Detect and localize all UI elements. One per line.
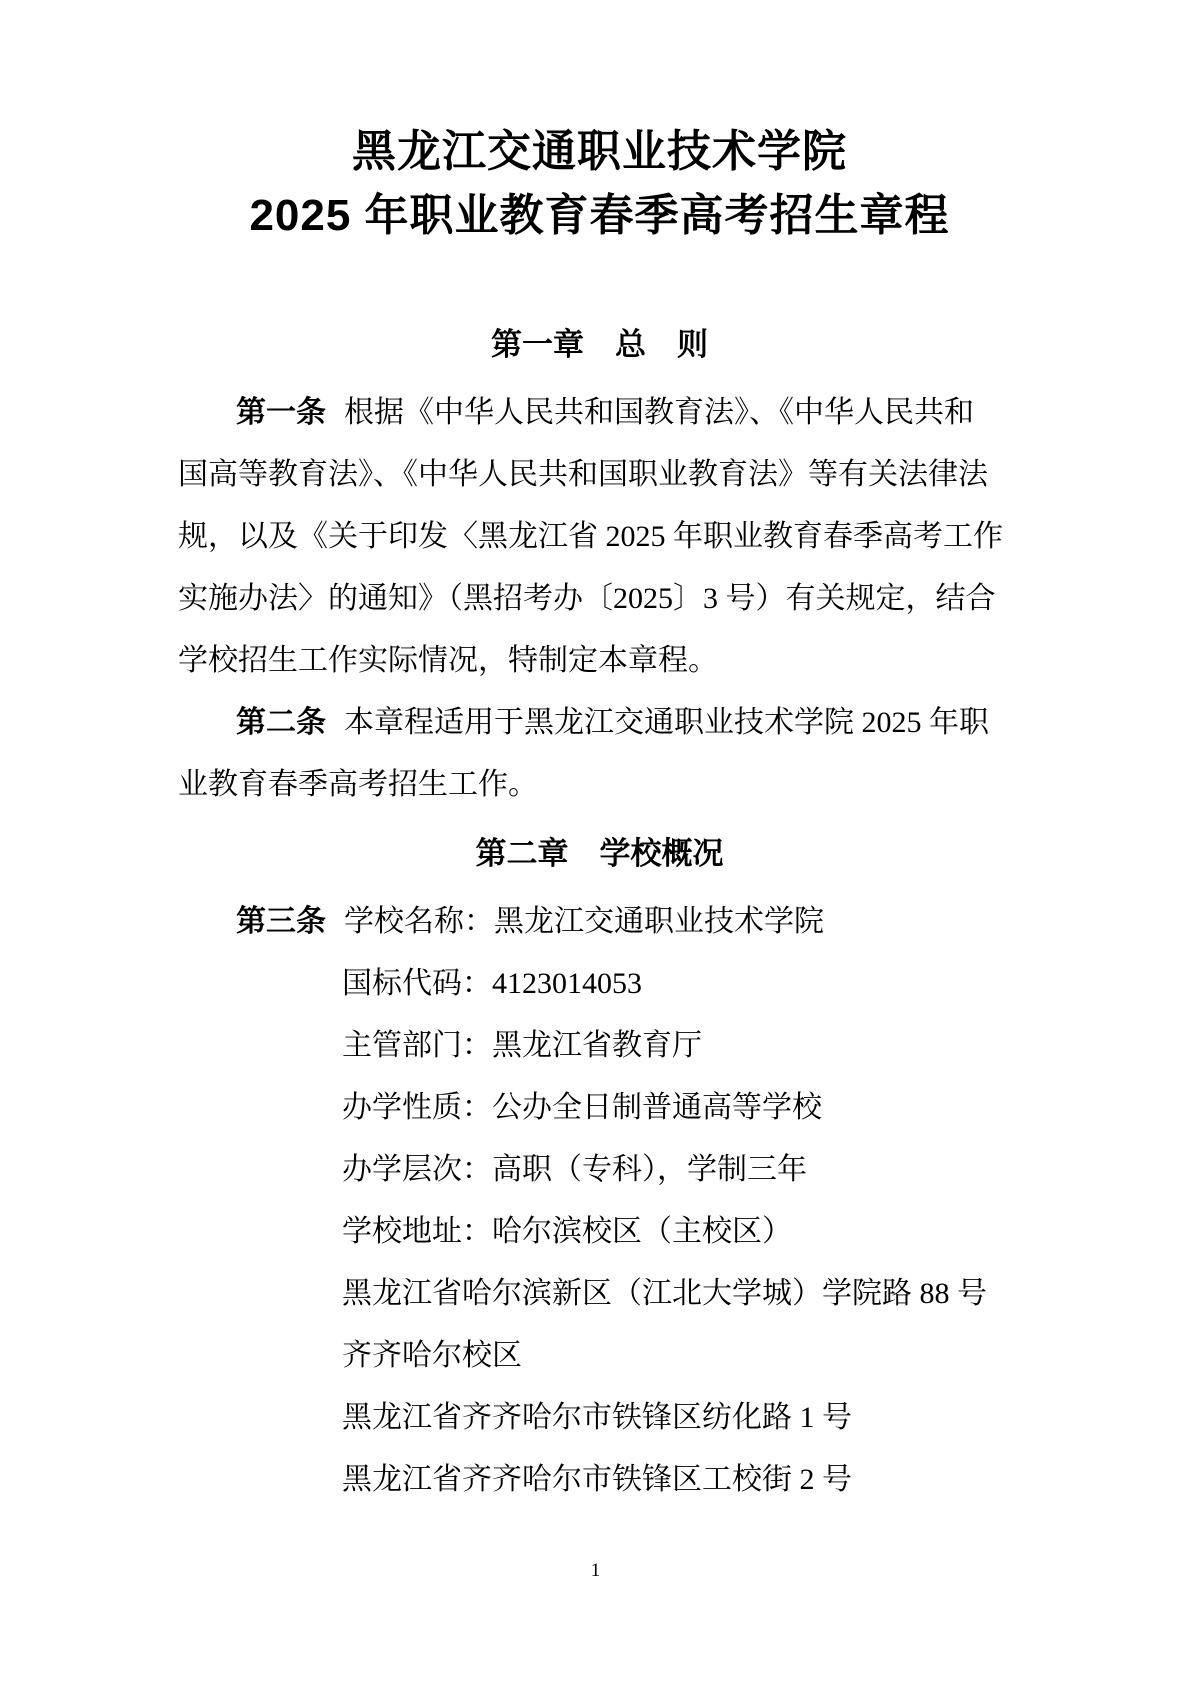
chapter-1-heading: 第一章 总 则 (491, 327, 708, 362)
document-title (178, 120, 1021, 248)
article-1-line-1-text: 根据《中华人民共和国教育法》、《中华人民共和 (344, 396, 974, 429)
article-3-item-school-type: 办学性质：公办全日制普通高等学校 (342, 1091, 822, 1124)
article-3-item-qiqihar-campus: 齐齐哈尔校区 (342, 1339, 522, 1372)
article-3-item-qiqihar-address-1: 黑龙江省齐齐哈尔市铁锋区纺化路 1 号 (342, 1401, 852, 1434)
article-3-item-school-address: 学校地址：哈尔滨校区（主校区） (342, 1215, 792, 1248)
article-3-item-education-level: 办学层次：高职（专科），学制三年 (342, 1153, 807, 1186)
page-number: 1 (590, 1560, 601, 1581)
article-3-line-1 (178, 891, 1021, 953)
article-3-item-harbin-address: 黑龙江省哈尔滨新区（江北大学城）学院路 88 号 (342, 1277, 987, 1310)
article-1-paragraph (178, 382, 1021, 692)
article-3-item-qiqihar-address-2: 黑龙江省齐齐哈尔市铁锋区工校街 2 号 (342, 1463, 852, 1496)
article-1-line-3: 规，以及《关于印发〈黑龙江省 2025 年职业教育春季高考工作 (178, 520, 1003, 553)
chapter-2-heading: 第二章 学校概况 (475, 836, 724, 871)
article-2-paragraph (178, 692, 1021, 816)
article-1-line-2: 国高等教育法》、《中华人民共和国职业教育法》等有关法律法 (178, 458, 988, 491)
document-title-line-2: 2025 年职业教育春季高考招生章程 (249, 191, 950, 240)
article-2-line-1-text: 本章程适用于黑龙江交通职业技术学院 2025 年职 (344, 706, 989, 739)
document-title-line-1: 黑龙江交通职业技术学院 (352, 127, 847, 176)
article-3-item-national-code: 国标代码：4123014053 (342, 967, 642, 1000)
article-1-line-5: 学校招生工作实际情况，特制定本章程。 (178, 644, 718, 677)
article-1-line-4: 实施办法〉的通知》（黑招考办〔2025〕3 号）有关规定，结合 (178, 582, 996, 615)
article-2-line-1 (178, 692, 1021, 754)
article-1-line-1 (178, 382, 1021, 444)
article-3-paragraph (178, 891, 1021, 1511)
article-3-school-name: 学校名称：黑龙江交通职业技术学院 (344, 905, 824, 938)
article-3-lead: 第三条 (236, 905, 326, 938)
article-1-lead: 第一条 (236, 396, 326, 429)
article-2-lead: 第二条 (236, 706, 326, 739)
article-3-item-supervising-department: 主管部门：黑龙江省教育厅 (342, 1029, 702, 1062)
article-2-line-2: 业教育春季高考招生工作。 (178, 768, 538, 801)
